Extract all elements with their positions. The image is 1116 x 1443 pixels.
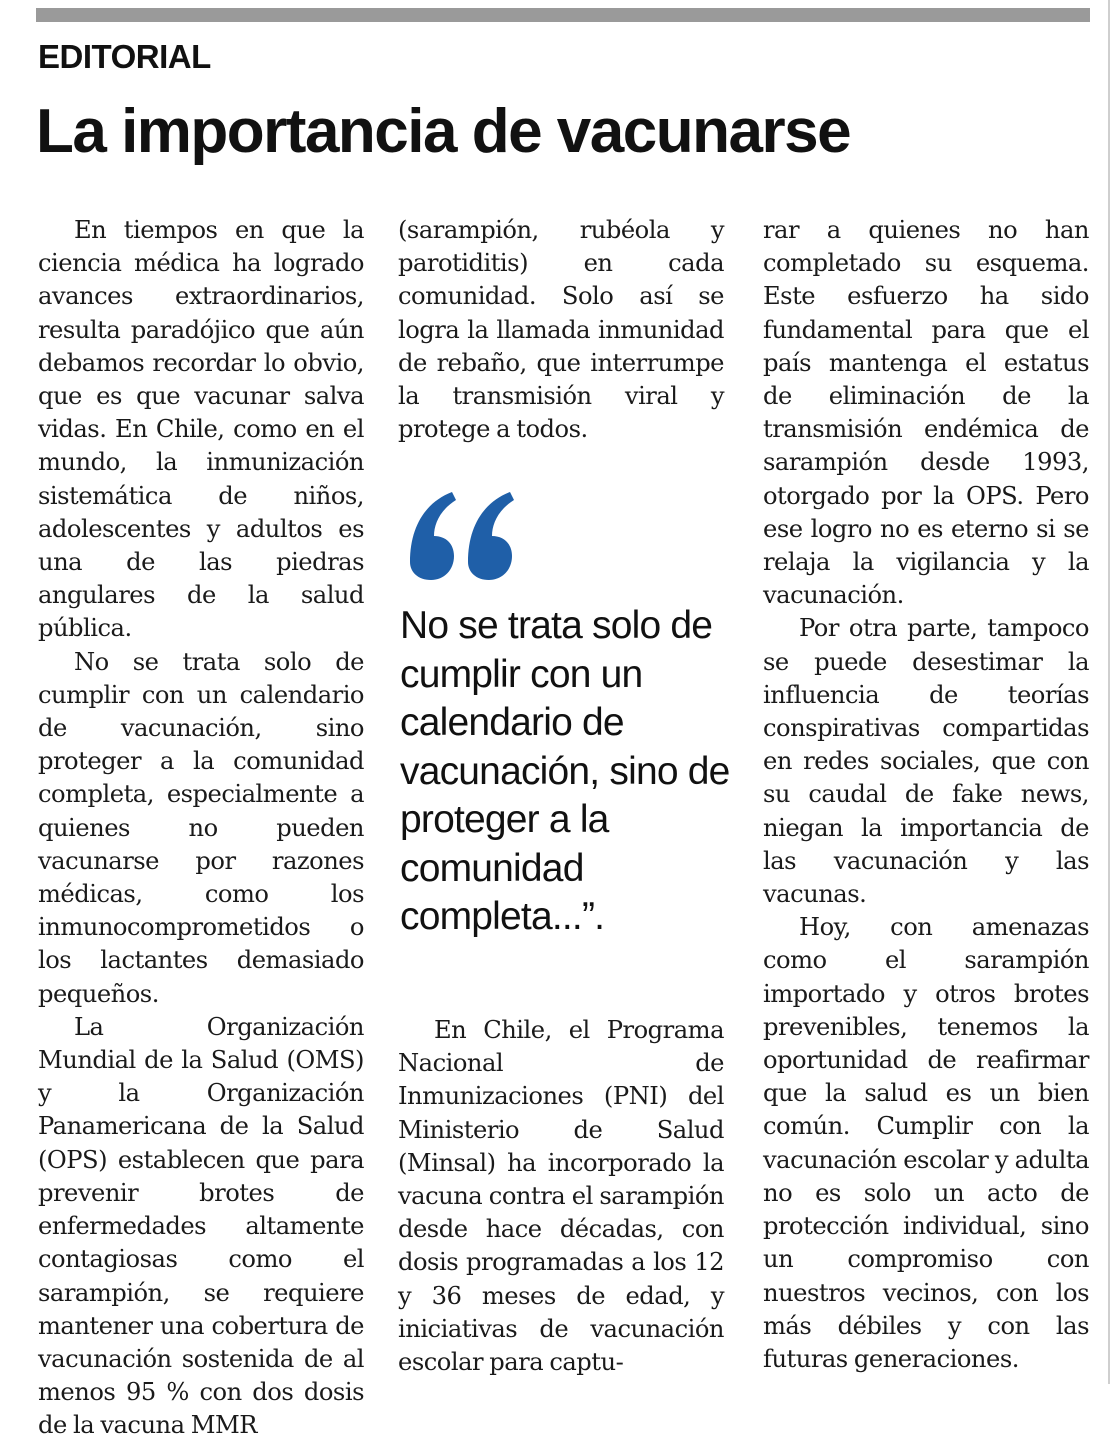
paragraph: La Organización Mundial de la Salud (OMS) y la Organización Panamericana de la Salud (OPS) establecen que para prevenir brotes de enfermedades altamente contagiosas como el sarampión, se requiere mantener una cobertura de vacunación sostenida de al menos 95 % con dos dosis de la vacuna MMR	[38, 1012, 364, 1440]
paragraph: (sarampión, rubéola y parotiditis) en cada comunidad. Solo así se logra la llamada inmunidad de rebaño, que interrumpe la transmisión viral y protege a todos.	[398, 216, 724, 444]
paragraph: No se trata solo de cumplir con un calendario de vacunación, sino proteger a la comunidad completa, especialmente a quienes no pueden vacunarse por razones médicas, como los inmunocomprometidos o los lactantes demasiado pequeños.	[38, 647, 364, 1008]
section-label: EDITORIAL	[38, 38, 211, 75]
paragraph: rar a quienes no han completado su esquema. Este esfuerzo ha sido fundamental para que el país mantenga el estatus de eliminación de la transmisión endémica de sarampión desde 1993, otorgado por la OPS. Pero ese logro no es eterno si se relaja la vigilancia y la vacunación.	[763, 216, 1089, 610]
paragraph: Hoy, con amenazas como el sarampión importado y otros brotes prevenibles, tenemos la oportunidad de reafirmar que la salud es un bien común. Cumplir con la vacunación escolar y adulta no es solo un acto de protección individual, sino un compromiso con nuestros vecinos, con los más débiles y con las futuras generaciones.	[763, 913, 1089, 1373]
column-2	[398, 214, 724, 446]
column-1	[38, 214, 364, 1443]
paragraph: Por otra parte, tampoco se puede desestimar la influencia de teorías conspirativas compartidas en redes sociales, que con su caudal de fake news, niegan la importancia de las vacunación y las vacunas.	[763, 614, 1089, 909]
page-edge-divider	[1108, 0, 1110, 1384]
column-3	[763, 214, 1089, 1376]
paragraph: En tiempos en que la ciencia médica ha logrado avances extraordinarios, resulta paradójico que aún debamos recordar lo obvio, que es que vacunar salva vidas. En Chile, como en el mundo, la inmunización sistemática de niños, adolescentes y adultos es una de las piedras angulares de la salud pública.	[38, 216, 364, 643]
column-2-continued	[398, 1014, 724, 1379]
pull-quote: No se trata solo de cumplir con un calendario de vacunación, sino de proteger a la comunidad completa...”.	[400, 604, 730, 938]
paragraph: En Chile, el Programa Nacional de Inmunizaciones (PNI) del Ministerio de Salud (Minsal) ha incorporado la vacuna contra el sarampión desde hace décadas, con dosis programadas a los 12 y 36 meses de edad, y iniciativas de vacunación escolar para captu-	[398, 1016, 724, 1377]
top-rule	[36, 8, 1090, 22]
open-double-quote-icon	[404, 480, 524, 590]
headline: La importancia de vacunarse	[36, 97, 851, 166]
